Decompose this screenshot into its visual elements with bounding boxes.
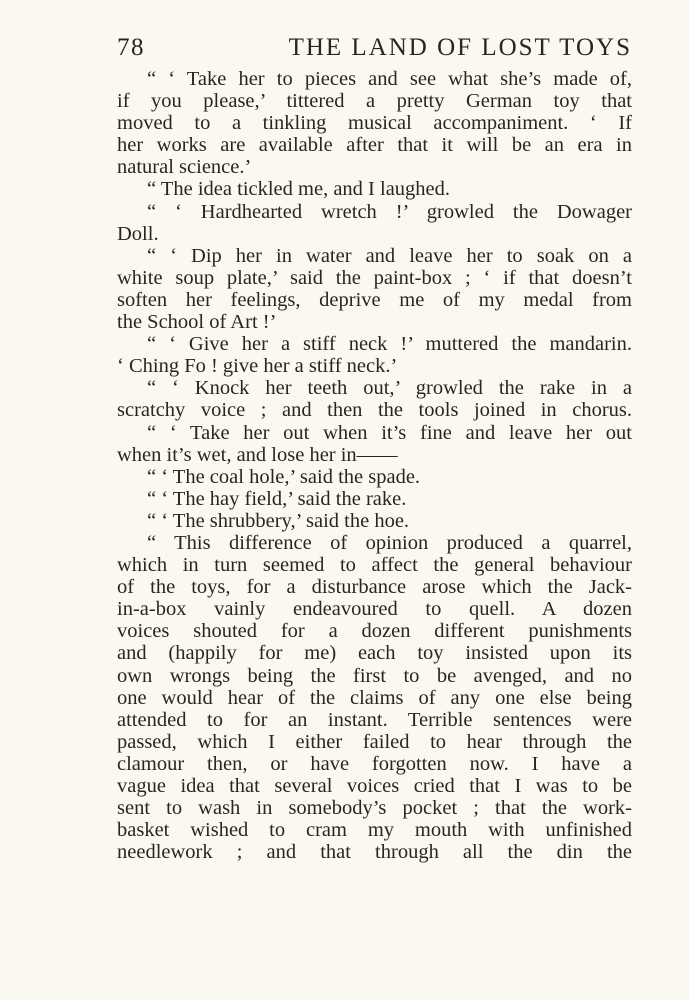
text-line: needlework ; and that through all the din the <box>117 841 632 864</box>
text-line: moved to a tinkling musical accompaniment. ‘ If <box>117 112 632 135</box>
text-line: which in turn seemed to affect the general behaviour <box>117 554 632 577</box>
text-line: in-a-box vainly endeavoured to quell. A dozen <box>117 598 632 621</box>
text-line: “ ‘ Dip her in water and leave her to soak on a <box>147 244 632 267</box>
text-line: “ ‘ Knock her teeth out,’ growled the rake in a <box>147 377 632 400</box>
text-line: “ ‘ Give her a stiff neck !’ muttered the mandarin. <box>147 333 632 356</box>
running-title: THE LAND OF LOST TOYS <box>288 34 632 61</box>
text-line: vague idea that several voices cried that I was to be <box>117 775 632 797</box>
text-line: “ The idea tickled me, and I laughed. <box>147 178 451 201</box>
text-line: scratchy voice ; and then the tools joined in chorus. <box>117 399 632 422</box>
text-line: voices shouted for a dozen different punishments <box>117 620 632 643</box>
body-text <box>117 68 632 863</box>
text-line: soften her feelings, deprive me of my medal from <box>117 288 632 311</box>
text-line: Doll. <box>117 222 159 245</box>
text-line: clamour then, or have forgotten now. I have a <box>117 752 632 775</box>
text-line: sent to wash in somebody’s pocket ; that the work- <box>117 797 632 820</box>
text-line: “ ‘ The hay field,’ said the rake. <box>147 487 407 510</box>
text-line: passed, which I either failed to hear through the <box>117 730 632 753</box>
text-line: and (happily for me) each toy insisted upon its <box>117 642 632 665</box>
text-line: own wrongs being the first to be avenged, and no <box>117 664 632 687</box>
text-line: ‘ Ching Fo ! give her a stiff neck.’ <box>117 355 398 378</box>
text-line: “ ‘ Take her out when it’s fine and leave her out <box>147 421 632 444</box>
text-line: one would hear of the claims of any one else being <box>117 686 632 709</box>
text-line: when it’s wet, and lose her in—— <box>117 443 398 466</box>
page-number: 78 <box>117 34 145 61</box>
text-line: the School of Art !’ <box>117 311 277 334</box>
page-header <box>117 34 632 68</box>
text-line: of the toys, for a disturbance arose which the Jack- <box>117 576 632 599</box>
text-line: “ ‘ Take her to pieces and see what she’s made of, <box>147 68 632 90</box>
text-line: if you please,’ tittered a pretty German toy that <box>117 90 632 113</box>
text-line: “ ‘ The shrubbery,’ said the hoe. <box>147 509 410 532</box>
text-line: natural science.’ <box>117 156 252 179</box>
text-line: attended to for an instant. Terrible sentences were <box>117 708 632 731</box>
text-line: her works are available after that it will be an era in <box>117 134 632 157</box>
text-line: basket wished to cram my mouth with unfinished <box>117 819 632 842</box>
text-line: “ This difference of opinion produced a quarrel, <box>147 531 632 554</box>
text-line: “ ‘ The coal hole,’ said the spade. <box>147 465 421 488</box>
text-line: white soup plate,’ said the paint-box ; ‘ if that doesn’t <box>117 266 632 289</box>
text-line: “ ‘ Hardhearted wretch !’ growled the Dowager <box>147 200 632 223</box>
